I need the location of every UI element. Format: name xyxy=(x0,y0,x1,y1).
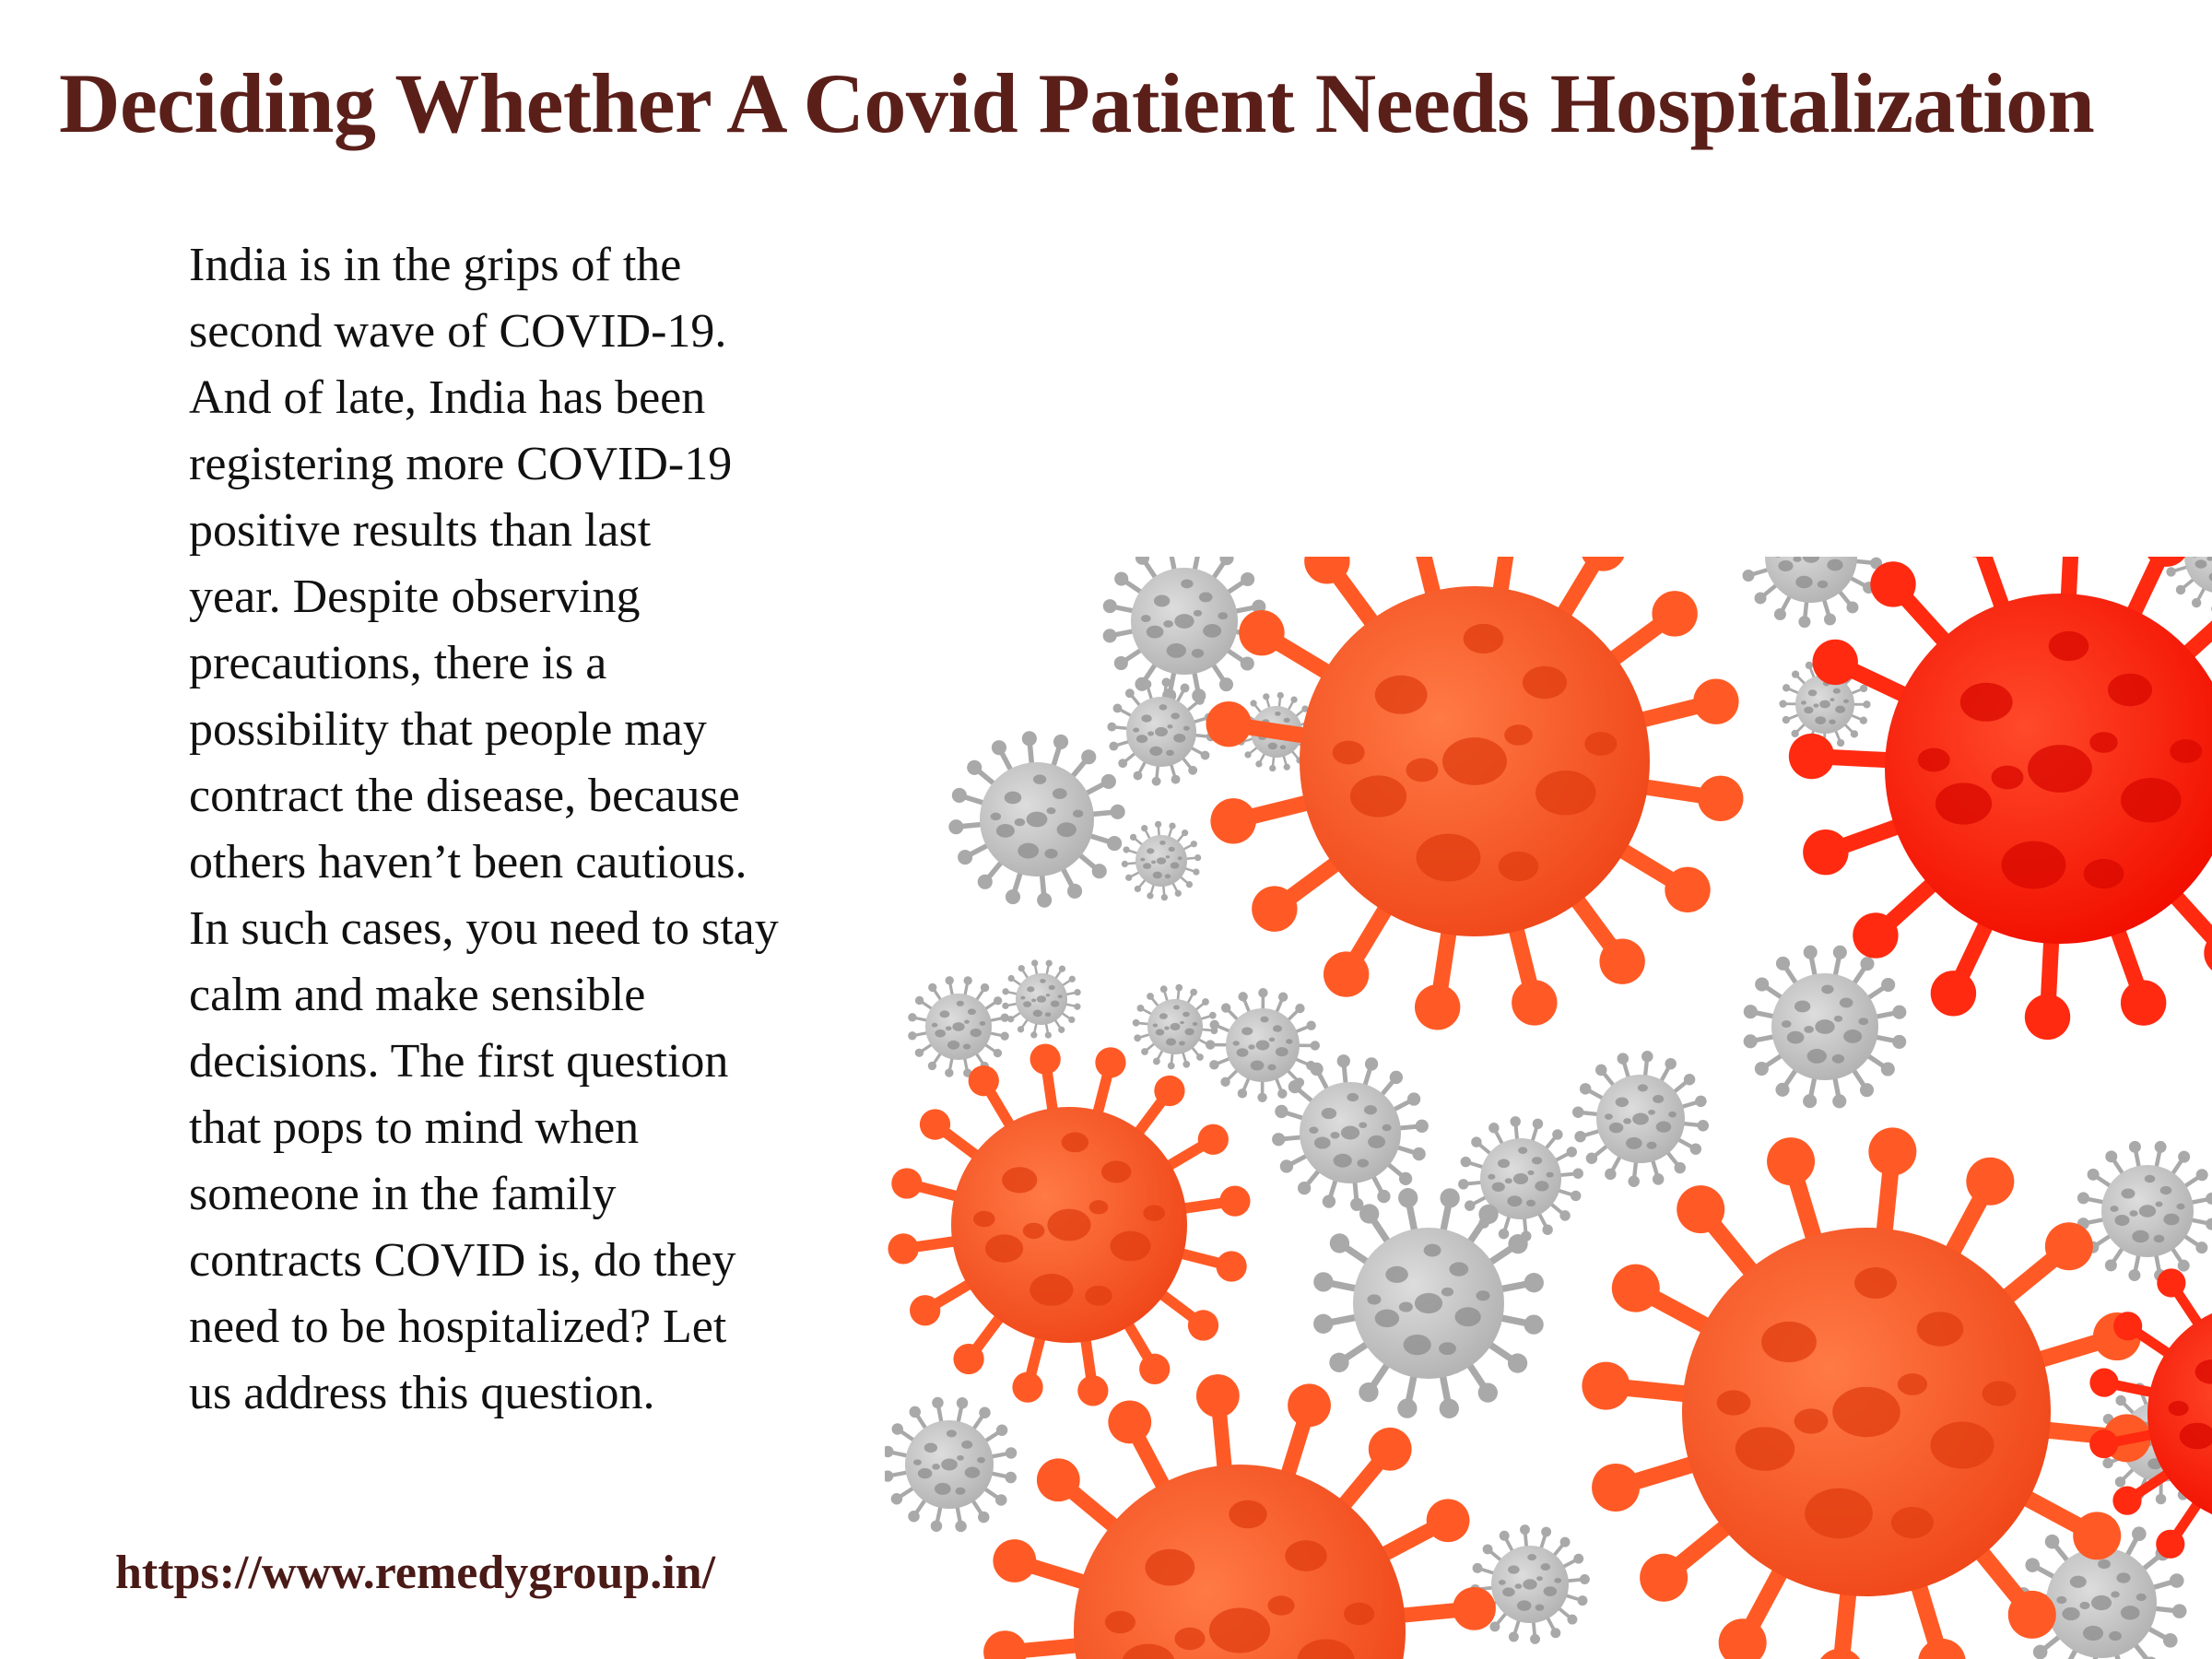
red-virus-icon xyxy=(1206,557,1744,1030)
grey-virus-icon xyxy=(1122,821,1202,901)
body-line: contracts COVID is, do they xyxy=(189,1234,736,1287)
red-virus-icon xyxy=(888,1043,1250,1406)
grey-virus-icon xyxy=(1313,1188,1544,1418)
body-line: second wave of COVID-19. xyxy=(189,305,727,358)
red-virus-icon xyxy=(1789,557,2212,1040)
body-line: that pops to mind when xyxy=(189,1101,640,1154)
body-paragraph xyxy=(189,232,871,1427)
slide-title: Deciding Whether A Covid Patient Needs Hospitalization xyxy=(59,56,2095,150)
body-line: precautions, there is a xyxy=(189,637,607,689)
grey-virus-icon xyxy=(948,731,1124,907)
body-line: someone in the family xyxy=(189,1168,617,1220)
body-line: And of late, India has been xyxy=(189,371,706,424)
coronavirus-illustration xyxy=(885,557,2212,1659)
grey-virus-icon xyxy=(1470,1524,1590,1644)
grey-virus-icon xyxy=(885,1397,1017,1532)
body-line: contract the disease, because xyxy=(189,770,740,822)
body-line: registering more COVID-19 xyxy=(189,438,733,490)
body-line: decisions. The first question xyxy=(189,1035,729,1088)
body-line: possibility that people may xyxy=(189,703,707,756)
grey-virus-icon xyxy=(1572,1051,1709,1187)
grey-virus-icon xyxy=(1206,988,1320,1102)
body-line: others haven’t been cautious. xyxy=(189,836,747,888)
body-line: need to be hospitalized? Let xyxy=(189,1300,727,1353)
body-line: In such cases, you need to stay xyxy=(189,902,779,955)
body-line: India is in the grips of the xyxy=(189,239,682,291)
grey-virus-icon xyxy=(2077,1141,2212,1281)
grey-virus-icon xyxy=(1744,946,1907,1109)
website-link[interactable]: https://www.remedygroup.in/ xyxy=(115,1547,716,1599)
body-line: year. Despite observing xyxy=(189,571,641,623)
grey-virus-icon xyxy=(1458,1116,1583,1241)
red-virus-icon xyxy=(983,1374,1496,1659)
body-line: positive results than last xyxy=(189,504,652,557)
body-line: calm and make sensible xyxy=(189,969,646,1021)
grey-virus-icon xyxy=(1740,557,1882,628)
grey-virus-icon xyxy=(1133,984,1218,1070)
body-line: us address this question. xyxy=(189,1367,655,1419)
grey-virus-icon xyxy=(1002,959,1080,1038)
grey-virus-icon xyxy=(908,976,1009,1077)
